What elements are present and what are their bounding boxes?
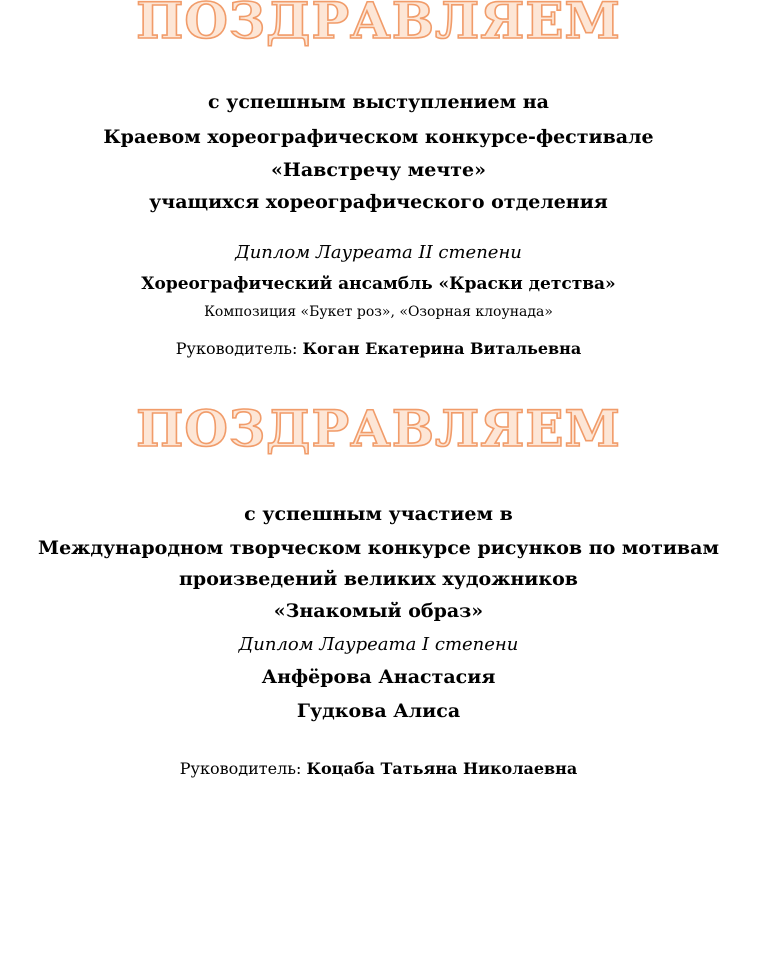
section1-festival-title: «Навстречу мечте» [271,159,486,181]
section2-diploma: Диплом Лауреата I степени [238,634,519,655]
section1-ensemble: Хореографический ансамбль «Краски детства» [141,274,616,294]
section2-leader [0,761,757,777]
section2-participant-2: Гудкова Алиса [296,700,461,722]
headline-congratulations-1: ПОЗДРАВЛЯЕМ [136,0,621,50]
section2-leader-name: Коцаба Татьяна Николаевна [306,759,578,778]
section2-participant-1: Анфёрова Анастасия [261,666,496,688]
section1-leader-name: Коган Екатерина Витальевна [302,339,582,358]
section2-intro-line: с успешным участием в [244,503,513,525]
section1-department: учащихся хореографического отделения [149,191,608,213]
section1-leader [0,341,757,357]
section1-intro-line: с успешным выступлением на [208,91,549,113]
section1-contest-name: Краевом хореографическом конкурсе-фестивале [103,126,654,148]
section1-leader-label: Руководитель: [175,339,298,358]
section1-diploma: Диплом Лауреата II степени [235,242,522,263]
section2-contest-subtitle: произведений великих художников [179,568,578,590]
section2-contest-title: «Знакомый образ» [273,600,484,622]
section1-composition: Композиция «Букет роз», «Озорная клоунада» [204,304,553,320]
section2-leader-label: Руководитель: [179,759,302,778]
section2-contest-name: Международном творческом конкурсе рисунков по мотивам [38,537,719,559]
headline-congratulations-2: ПОЗДРАВЛЯЕМ [136,399,621,458]
